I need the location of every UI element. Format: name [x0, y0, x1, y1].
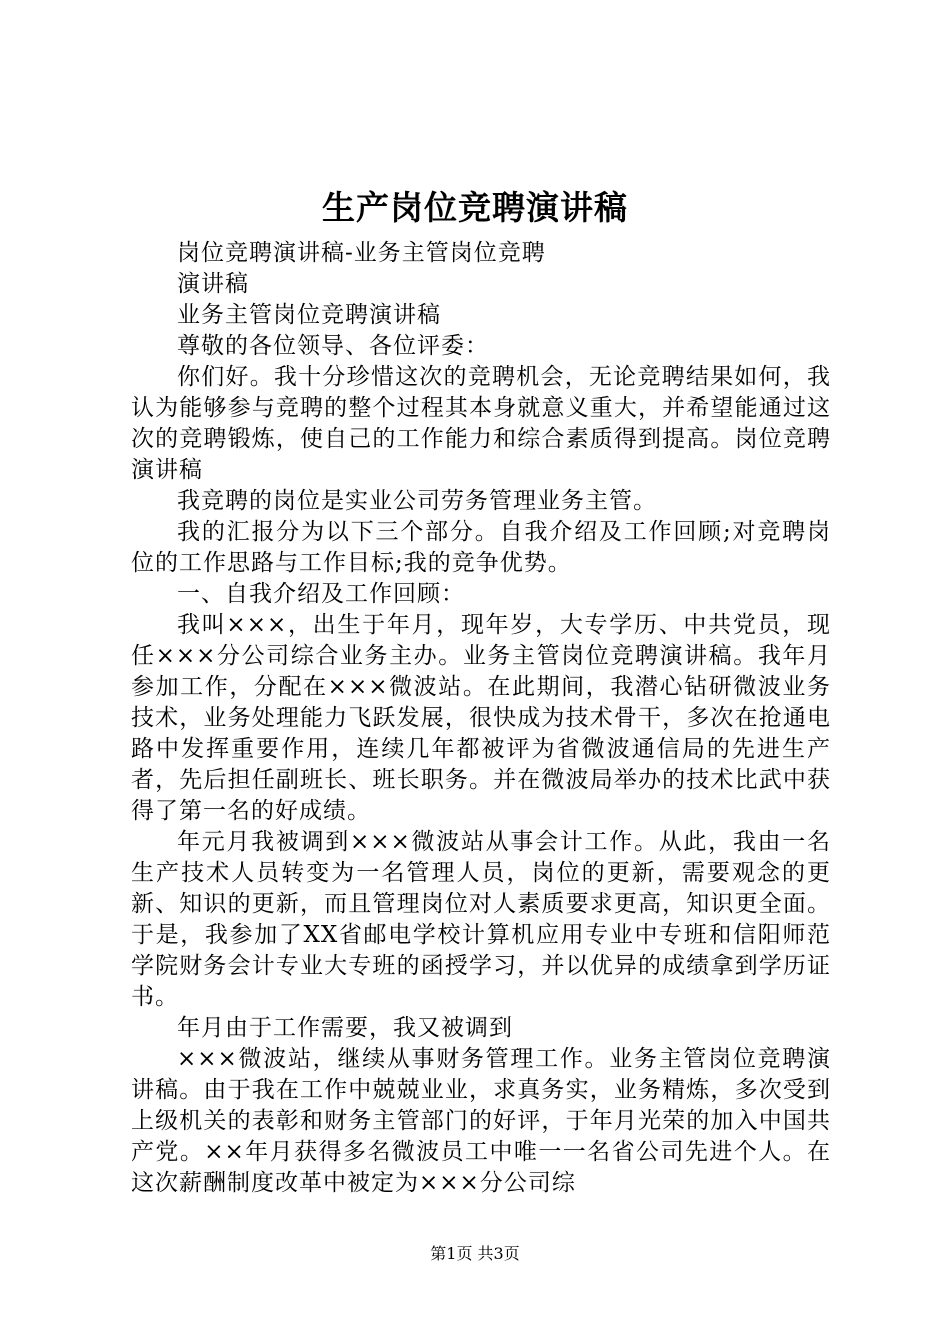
paragraph: 演讲稿: [177, 271, 249, 297]
paragraph: 我叫×××，出生于年月，现年岁，大专学历、中共党员，现任×××分公司综合业务主办。业务主管岗位竞聘演讲稿。我年月参加工作，分配在×××微波站。在此期间，我潜心钻研微波业务技术，业务处理能力飞跃发展，很快成为技术骨干，多次在抢通电路中发挥重要作用，连续几年都被评为省微波通信局的先进生产者，先后担任副班长、班长职务。并在微波局举办的技术比武中获得了第一名的好成绩。: [131, 612, 831, 824]
document-body: [131, 238, 831, 1199]
paragraph: 年元月我被调到×××微波站从事会计工作。从此，我由一名生产技术人员转变为一名管理人员，岗位的更新，需要观念的更新、知识的更新，而且管理岗位对人素质要求更高，知识更全面。于是，我参加了XX省邮电学校计算机应用专业中专班和信阳师范学院财务会计专业大专班的函授学习，并以优异的成绩拿到学历证书。: [131, 829, 831, 1010]
paragraph: 我的汇报分为以下三个部分。自我介绍及工作回顾;对竞聘岗位的工作思路与工作目标;我的竞争优势。: [131, 519, 831, 576]
page-number-footer: 第1页 共3页: [430, 1244, 520, 1263]
paragraph: 一、自我介绍及工作回顾：: [177, 581, 465, 607]
paragraph: 岗位竞聘演讲稿-业务主管岗位竞聘: [177, 240, 546, 266]
paragraph: ×××微波站，继续从事财务管理工作。业务主管岗位竞聘演讲稿。由于我在工作中兢兢业业，求真务实，业务精炼，多次受到上级机关的表彰和财务主管部门的好评，于年月光荣的加入中国共产党。××年月获得多名微波员工中唯一一名省公司先进个人。在这次薪酬制度改革中被定为×××分公司综: [131, 1046, 831, 1196]
paragraph: 我竞聘的岗位是实业公司劳务管理业务主管。: [177, 488, 657, 514]
paragraph: 你们好。我十分珍惜这次的竞聘机会，无论竞聘结果如何，我认为能够参与竞聘的整个过程其本身就意义重大，并希望能通过这次的竞聘锻炼，使自己的工作能力和综合素质得到提高。岗位竞聘演讲稿: [131, 364, 831, 483]
paragraph: 年月由于工作需要，我又被调到: [177, 1015, 513, 1041]
paragraph: 尊敬的各位领导、各位评委：: [177, 333, 489, 359]
document-title: 生产岗位竞聘演讲稿: [322, 188, 628, 227]
paragraph: 业务主管岗位竞聘演讲稿: [177, 302, 441, 328]
